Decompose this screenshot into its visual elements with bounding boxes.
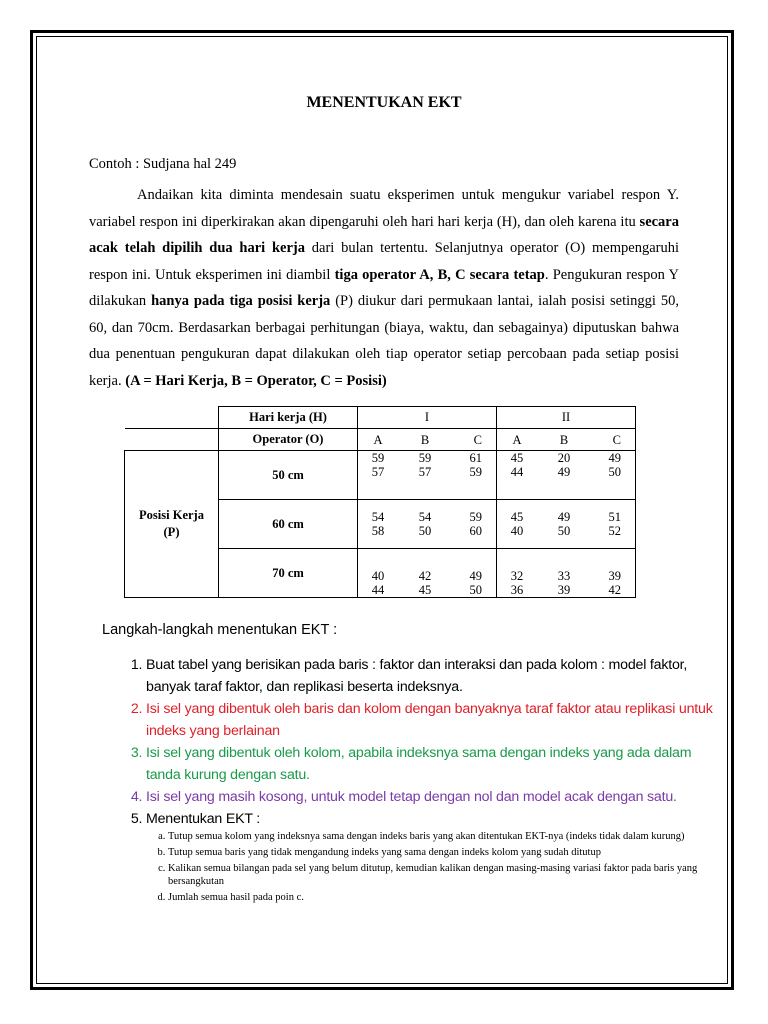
empty-corner-cell <box>125 407 219 429</box>
value: 54 <box>371 510 385 524</box>
data-table <box>124 406 636 598</box>
operator-label: B <box>559 432 569 447</box>
value: 32 <box>510 569 524 583</box>
operator-label: A <box>373 432 383 447</box>
value: 51 <box>608 510 621 524</box>
value: 60 <box>469 524 482 538</box>
paragraph-text-1: Andaikan kita diminta mendesain suatu eksperimen untuk mengukur variabel respon Y. variabel respon ini diperkirakan akan dipengaruhi oleh hari hari kerja (H), dan oleh karena itu <box>89 187 679 230</box>
value: 57 <box>371 465 385 479</box>
value: 49 <box>557 465 571 479</box>
steps-list <box>118 654 716 907</box>
cell-50-day2 <box>497 451 636 500</box>
value: 42 <box>608 583 621 597</box>
step-5 <box>146 808 716 904</box>
paragraph-bold-4: (A = Hari Kerja, B = Operator, C = Posisi) <box>125 372 387 389</box>
value: 49 <box>557 510 571 524</box>
operator-group-1 <box>358 429 497 451</box>
day-header-1: I <box>358 407 497 429</box>
paragraph-bold-2: tiga operator A, B, C secara tetap <box>334 266 545 283</box>
steps-heading: Langkah-langkah menentukan EKT : <box>102 622 338 638</box>
operator-group-2 <box>497 429 636 451</box>
value: 45 <box>510 510 524 524</box>
value: 33 <box>557 569 571 583</box>
cell-70-day1 <box>358 549 497 598</box>
day-header-2: II <box>497 407 636 429</box>
problem-paragraph <box>89 182 679 394</box>
value: 45 <box>510 451 524 465</box>
step-2: 2. Isi sel yang dibentuk oleh baris dan kolom dengan banyaknya taraf faktor atau replikasi untuk indeks yang berlainan <box>146 698 716 742</box>
operator-label: C <box>473 432 482 447</box>
value: 52 <box>608 524 621 538</box>
paragraph-bold-3: hanya pada tiga posisi kerja <box>151 293 331 309</box>
paragraph-text-3: . Pengukuran respon Y dilakukan <box>89 266 680 309</box>
paragraph-bold-1: secara acak telah dipilih dua hari kerja <box>89 213 679 256</box>
position-60-label: 60 cm <box>219 500 358 549</box>
value: 58 <box>371 524 385 538</box>
empty-corner-cell <box>125 429 219 451</box>
value: 44 <box>371 583 385 597</box>
value: 39 <box>608 569 621 583</box>
operator-label: C <box>612 432 621 447</box>
value: 45 <box>418 583 432 597</box>
substep-c: c. Kalikan semua bilangan pada sel yang belum ditutup, kemudian kalikan dengan masing-masing variasi faktor pada baris yang bersangkutan <box>168 862 716 888</box>
value: 50 <box>608 465 621 479</box>
operator-label: A <box>512 432 522 447</box>
value: 54 <box>418 510 432 524</box>
value: 61 <box>469 451 482 465</box>
hari-kerja-header: Hari kerja (H) <box>219 407 358 429</box>
cell-60-day1 <box>358 500 497 549</box>
value: 50 <box>557 524 571 538</box>
value: 50 <box>418 524 432 538</box>
page-title: MENENTUKAN EKT <box>306 94 462 111</box>
cell-60-day2 <box>497 500 636 549</box>
value: 49 <box>469 569 482 583</box>
step-4: 4. Isi sel yang masih kosong, untuk model tetap dengan nol dan model acak dengan satu. <box>146 786 716 808</box>
value: 40 <box>510 524 524 538</box>
value: 57 <box>418 465 432 479</box>
value: 59 <box>469 465 482 479</box>
substep-b: b. Tutup semua baris yang tidak mengandung indeks yang sama dengan indeks kolom yang sudah ditutup <box>168 846 716 859</box>
posisi-kerja-line2: (P) <box>163 525 180 539</box>
step-5-label: Menentukan EKT : <box>146 811 261 827</box>
value: 42 <box>418 569 432 583</box>
substep-a: a. Tutup semua kolom yang indeksnya sama dengan indeks baris yang akan ditentukan EKT-nya (indeks tidak dalam kurung) <box>168 830 716 843</box>
cell-70-day2 <box>497 549 636 598</box>
paragraph-text-2: dari bulan tertentu. Selanjutnya operator (O) mempengaruhi respon ini. Untuk eksperimen ini diambil <box>89 240 679 283</box>
value: 50 <box>469 583 482 597</box>
value: 59 <box>418 451 432 465</box>
posisi-kerja-line1: Posisi Kerja <box>139 508 204 522</box>
cell-50-day1 <box>358 451 497 500</box>
value: 59 <box>371 451 385 465</box>
operator-header: Operator (O) <box>219 429 358 451</box>
value: 36 <box>510 583 524 597</box>
value: 39 <box>557 583 571 597</box>
paragraph-text-4: (P) diukur dari permukaan lantai, ialah posisi setinggi 50, 60, dan 70cm. Berdasarkan berbagai perhitungan (biaya, waktu, dan sebagainya) diputuskan bahwa dua penentuan pengukuran dapat dilakukan oleh tiap operator setiap percobaan pada setiap posisi kerja. <box>89 293 679 389</box>
position-50-label: 50 cm <box>219 451 358 500</box>
value: 20 <box>557 451 571 465</box>
value: 49 <box>608 451 621 465</box>
substep-d: d. Jumlah semua hasil pada poin c. <box>168 891 716 904</box>
value: 40 <box>371 569 385 583</box>
example-reference: Contoh : Sudjana hal 249 <box>89 156 237 172</box>
operator-label: B <box>420 432 430 447</box>
value: 59 <box>469 510 482 524</box>
substeps-list <box>146 830 716 904</box>
posisi-kerja-label <box>125 451 219 598</box>
position-70-label: 70 cm <box>219 549 358 598</box>
step-3: 3. Isi sel yang dibentuk oleh kolom, apabila indeksnya sama dengan indeks yang ada dalam tanda kurung dengan satu. <box>146 742 716 786</box>
value: 44 <box>510 465 524 479</box>
step-1: 1. Buat tabel yang berisikan pada baris : faktor dan interaksi dan pada kolom : model faktor, banyak taraf faktor, dan replikasi beserta indeksnya. <box>146 654 716 698</box>
